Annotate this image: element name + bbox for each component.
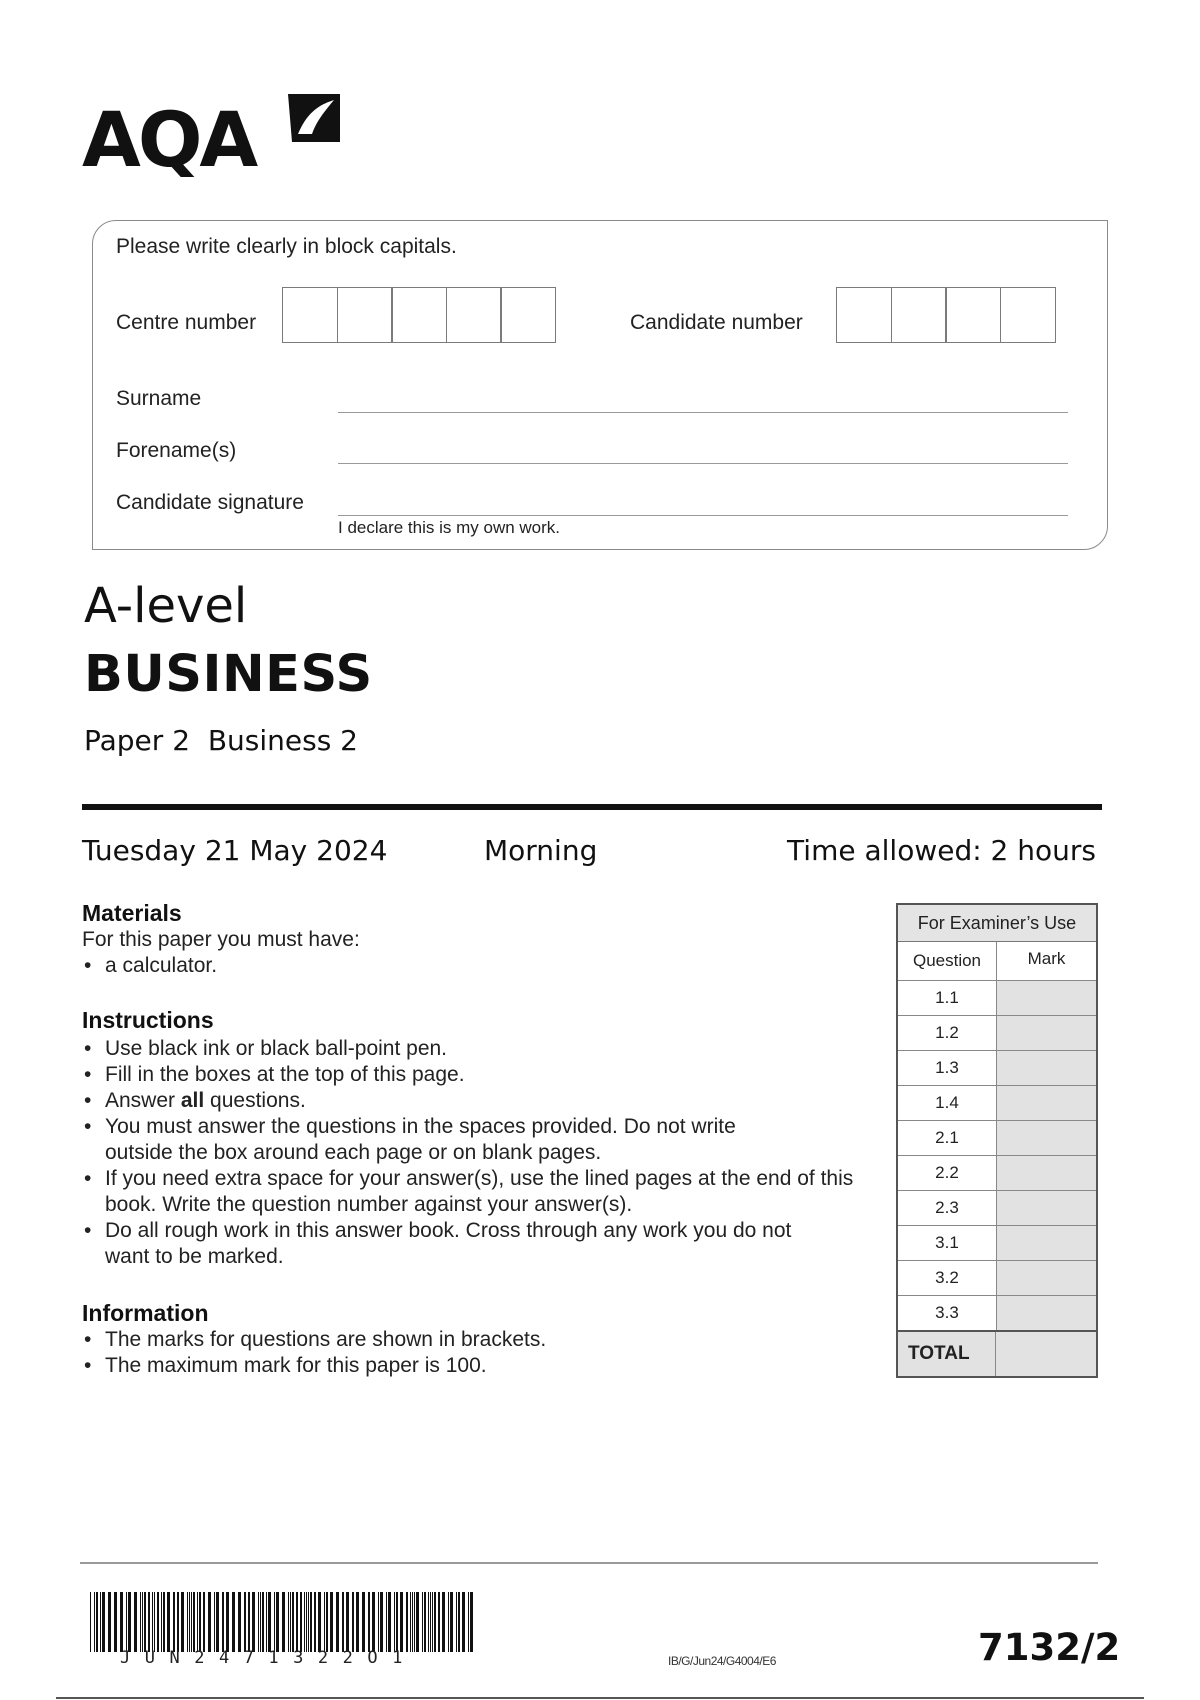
barcode-bar (468, 1592, 469, 1652)
question-number: 3.1 (898, 1226, 997, 1260)
barcode-bar (372, 1592, 375, 1652)
barcode-bar (222, 1592, 224, 1652)
barcode-bar (96, 1592, 98, 1652)
title-divider (82, 804, 1102, 810)
examiner-table-body (898, 981, 1096, 1330)
materials-section (82, 900, 862, 979)
examiner-use-table (896, 903, 1098, 1378)
information-heading: Information (82, 1300, 209, 1326)
mark-cell (997, 981, 1096, 1015)
materials-item: • a calculator. (82, 953, 862, 979)
barcode-bar (216, 1592, 219, 1652)
materials-heading: Materials (82, 900, 182, 926)
barcode-bar (330, 1592, 333, 1652)
barcode-bar (424, 1592, 426, 1652)
barcode-bar (412, 1592, 413, 1652)
barcode-bar (189, 1592, 190, 1652)
barcode-bar (378, 1592, 379, 1652)
mark-column-header: Mark (997, 942, 1096, 980)
candidate-number-box[interactable] (836, 287, 892, 343)
barcode-bar (199, 1592, 201, 1652)
forenames-label: Forename(s) (116, 439, 237, 462)
barcode-bar (290, 1592, 291, 1652)
barcode-bar (238, 1592, 241, 1652)
signature-line[interactable] (338, 515, 1068, 516)
barcode-bar (406, 1592, 408, 1652)
barcode-bar (128, 1592, 131, 1652)
barcode-bar (268, 1592, 271, 1652)
barcode-graphic (90, 1592, 476, 1652)
examiner-table-row (898, 1086, 1096, 1121)
total-label: TOTAL (898, 1332, 996, 1376)
candidate-number-box[interactable] (1000, 287, 1056, 343)
barcode-bar (314, 1592, 316, 1652)
barcode-bar (346, 1592, 349, 1652)
barcode-bar (432, 1592, 433, 1652)
barcode-bar (430, 1592, 431, 1652)
barcode-bar (232, 1592, 235, 1652)
barcode-bar (144, 1592, 146, 1652)
barcode-bar (310, 1592, 312, 1652)
barcode-bar (276, 1592, 279, 1652)
barcode-bar (134, 1592, 137, 1652)
declaration-text: I declare this is my own work. (338, 518, 561, 537)
barcode-bar (428, 1592, 429, 1652)
candidate-number-box[interactable] (891, 287, 947, 343)
barcode-bar (94, 1592, 95, 1652)
surname-label: Surname (116, 387, 202, 410)
mark-cell (997, 1261, 1096, 1295)
barcode-bar (400, 1592, 403, 1652)
barcode-bar (386, 1592, 387, 1652)
barcode-bar (342, 1592, 344, 1652)
centre-number-box[interactable] (391, 287, 447, 343)
mark-cell (997, 1191, 1096, 1225)
centre-number-box[interactable] (446, 287, 502, 343)
barcode-text: JUN2471322O1 (120, 1648, 417, 1668)
question-number: 1.1 (898, 981, 997, 1015)
barcode-bar (140, 1592, 141, 1652)
barcode-bar (470, 1592, 473, 1652)
examiner-table-row (898, 1226, 1096, 1261)
barcode-bar (304, 1592, 305, 1652)
centre-number-label: Centre number (116, 311, 257, 334)
barcode-bar (142, 1592, 143, 1652)
barcode-bar (356, 1592, 359, 1652)
barcode-bar (214, 1592, 215, 1652)
surname-line[interactable] (338, 412, 1068, 413)
barcode-bar (181, 1592, 184, 1652)
exam-date: Tuesday 21 May 2024 (82, 834, 388, 867)
barcode-bar (157, 1592, 159, 1652)
examiner-table-total-row (898, 1330, 1096, 1376)
barcode-bar (308, 1592, 309, 1652)
barcode-bar (203, 1592, 205, 1652)
barcode-bar (300, 1592, 302, 1652)
barcode-bar (396, 1592, 398, 1652)
question-number: 2.3 (898, 1191, 997, 1225)
barcode-bar (274, 1592, 275, 1652)
barcode-bar (154, 1592, 155, 1652)
qualification-level: A-level (84, 578, 248, 634)
examiner-table-row (898, 1191, 1096, 1226)
examiner-table-header-row (898, 942, 1096, 981)
barcode-bar (434, 1592, 436, 1652)
barcode-bar (324, 1592, 325, 1652)
information-item: • The maximum mark for this paper is 100. (82, 1353, 862, 1379)
barcode-bar (167, 1592, 170, 1652)
barcode-bar (448, 1592, 449, 1652)
mark-cell (997, 1051, 1096, 1085)
question-number: 1.2 (898, 1016, 997, 1050)
examiner-table-heading: For Examiner’s Use (898, 905, 1096, 942)
paper-code: 7132/2 (978, 1626, 1121, 1669)
barcode-bar (362, 1592, 365, 1652)
candidate-number-label: Candidate number (630, 311, 803, 334)
examiner-table-row (898, 1261, 1096, 1296)
barcode-bar (148, 1592, 150, 1652)
barcode-bar (394, 1592, 395, 1652)
barcode-bar (388, 1592, 391, 1652)
barcode-bar (193, 1592, 195, 1652)
centre-number-box[interactable] (337, 287, 393, 343)
mark-cell (997, 1016, 1096, 1050)
barcode-bar (288, 1592, 289, 1652)
examiner-table-row (898, 1016, 1096, 1051)
instruction-item: • Answer all questions. (82, 1088, 872, 1114)
barcode-bar (252, 1592, 255, 1652)
barcode-bar (108, 1592, 111, 1652)
barcode-bar (352, 1592, 354, 1652)
instructions-heading: Instructions (82, 1007, 214, 1033)
aqa-logo (82, 88, 352, 188)
barcode-bar (414, 1592, 415, 1652)
examiner-table-row (898, 1121, 1096, 1156)
barcode-bar (458, 1592, 460, 1652)
instruction-item: • If you need extra space for your answer(s), use the lined pages at the end of this book. Write the question number against your answer(s). (82, 1166, 872, 1218)
question-number: 3.2 (898, 1261, 997, 1295)
barcode-bar (368, 1592, 370, 1652)
barcode-bar (248, 1592, 250, 1652)
materials-intro: For this paper you must have: (82, 928, 360, 951)
mark-cell (997, 1156, 1096, 1190)
barcode-bar (177, 1592, 179, 1652)
time-allowed: Time allowed: 2 hours (787, 834, 1096, 867)
instruction-item: • Do all rough work in this answer book. Cross through any work you do not want to be marked. (82, 1218, 872, 1270)
question-number: 2.2 (898, 1156, 997, 1190)
barcode-bar (163, 1592, 165, 1652)
barcode-bar (318, 1592, 321, 1652)
centre-number-box[interactable] (282, 287, 338, 343)
question-number: 1.3 (898, 1051, 997, 1085)
examiner-table-row (898, 1051, 1096, 1086)
centre-number-box[interactable] (500, 287, 556, 343)
barcode-bar (326, 1592, 328, 1652)
barcode-bar (410, 1592, 411, 1652)
barcode-bar (260, 1592, 261, 1652)
barcode-bar (282, 1592, 285, 1652)
instructions-section (82, 1007, 872, 1270)
mark-cell (997, 1086, 1096, 1120)
examiner-table-row (898, 981, 1096, 1016)
barcode-bar (90, 1592, 91, 1652)
reference-code: IB/G/Jun24/G4004/E6 (668, 1654, 776, 1668)
exam-session: Morning (484, 834, 598, 867)
barcode-bar (450, 1592, 453, 1652)
barcode-bar (296, 1592, 298, 1652)
barcode-bar (102, 1592, 105, 1652)
information-section (82, 1300, 862, 1379)
instruction-item: • Use black ink or black ball-point pen. (82, 1036, 872, 1062)
barcode-bar (173, 1592, 175, 1652)
paper-title: Paper 2 Business 2 (84, 724, 358, 757)
barcode-bar (197, 1592, 198, 1652)
candidate-number-boxes (836, 287, 1056, 343)
barcode-bar (292, 1592, 294, 1652)
page-bottom-rule (56, 1697, 1144, 1699)
logo-text: AQA (82, 95, 256, 184)
barcode-bar (114, 1592, 117, 1652)
barcode-bar (438, 1592, 440, 1652)
barcode-bar (191, 1592, 192, 1652)
examiner-table-row (898, 1156, 1096, 1191)
forenames-line[interactable] (338, 463, 1068, 464)
candidate-number-box[interactable] (945, 287, 1001, 343)
footer-divider (80, 1562, 1098, 1564)
question-number: 1.4 (898, 1086, 997, 1120)
total-mark-cell (996, 1332, 1096, 1376)
barcode-bar (306, 1592, 307, 1652)
barcode-bar (380, 1592, 383, 1652)
barcode-bar (120, 1592, 123, 1652)
barcode-bar (422, 1592, 423, 1652)
instruction-item: • Fill in the boxes at the top of this page. (82, 1062, 872, 1088)
question-column-header: Question (898, 942, 997, 980)
question-number: 3.3 (898, 1296, 997, 1330)
barcode-bar (442, 1592, 445, 1652)
question-number: 2.1 (898, 1121, 997, 1155)
barcode-bar (336, 1592, 339, 1652)
barcode-bar (416, 1592, 419, 1652)
barcode-bar (126, 1592, 127, 1652)
barcode-bar (244, 1592, 246, 1652)
mark-cell (997, 1226, 1096, 1260)
centre-number-boxes (282, 287, 556, 343)
mark-cell (997, 1121, 1096, 1155)
barcode-bar (208, 1592, 211, 1652)
instruction-item: • You must answer the questions in the spaces provided. Do not write outside the box around each page or on blank pages. (82, 1114, 872, 1166)
examiner-table-row (898, 1296, 1096, 1330)
barcode-bar (152, 1592, 153, 1652)
mark-cell (997, 1296, 1096, 1330)
barcode-bar (266, 1592, 267, 1652)
logo-mark-icon (284, 90, 344, 146)
barcode-bar (456, 1592, 457, 1652)
subject-title: BUSINESS (84, 645, 373, 704)
barcode-bar (226, 1592, 229, 1652)
block-capitals-instruction: Please write clearly in block capitals. (116, 235, 457, 258)
signature-label: Candidate signature (116, 491, 304, 514)
information-item: • The marks for questions are shown in brackets. (82, 1327, 862, 1353)
barcode-bar (187, 1592, 188, 1652)
barcode-bar (262, 1592, 264, 1652)
barcode-bar (161, 1592, 162, 1652)
barcode-bar (258, 1592, 259, 1652)
barcode-bar (100, 1592, 101, 1652)
barcode-bar (462, 1592, 465, 1652)
